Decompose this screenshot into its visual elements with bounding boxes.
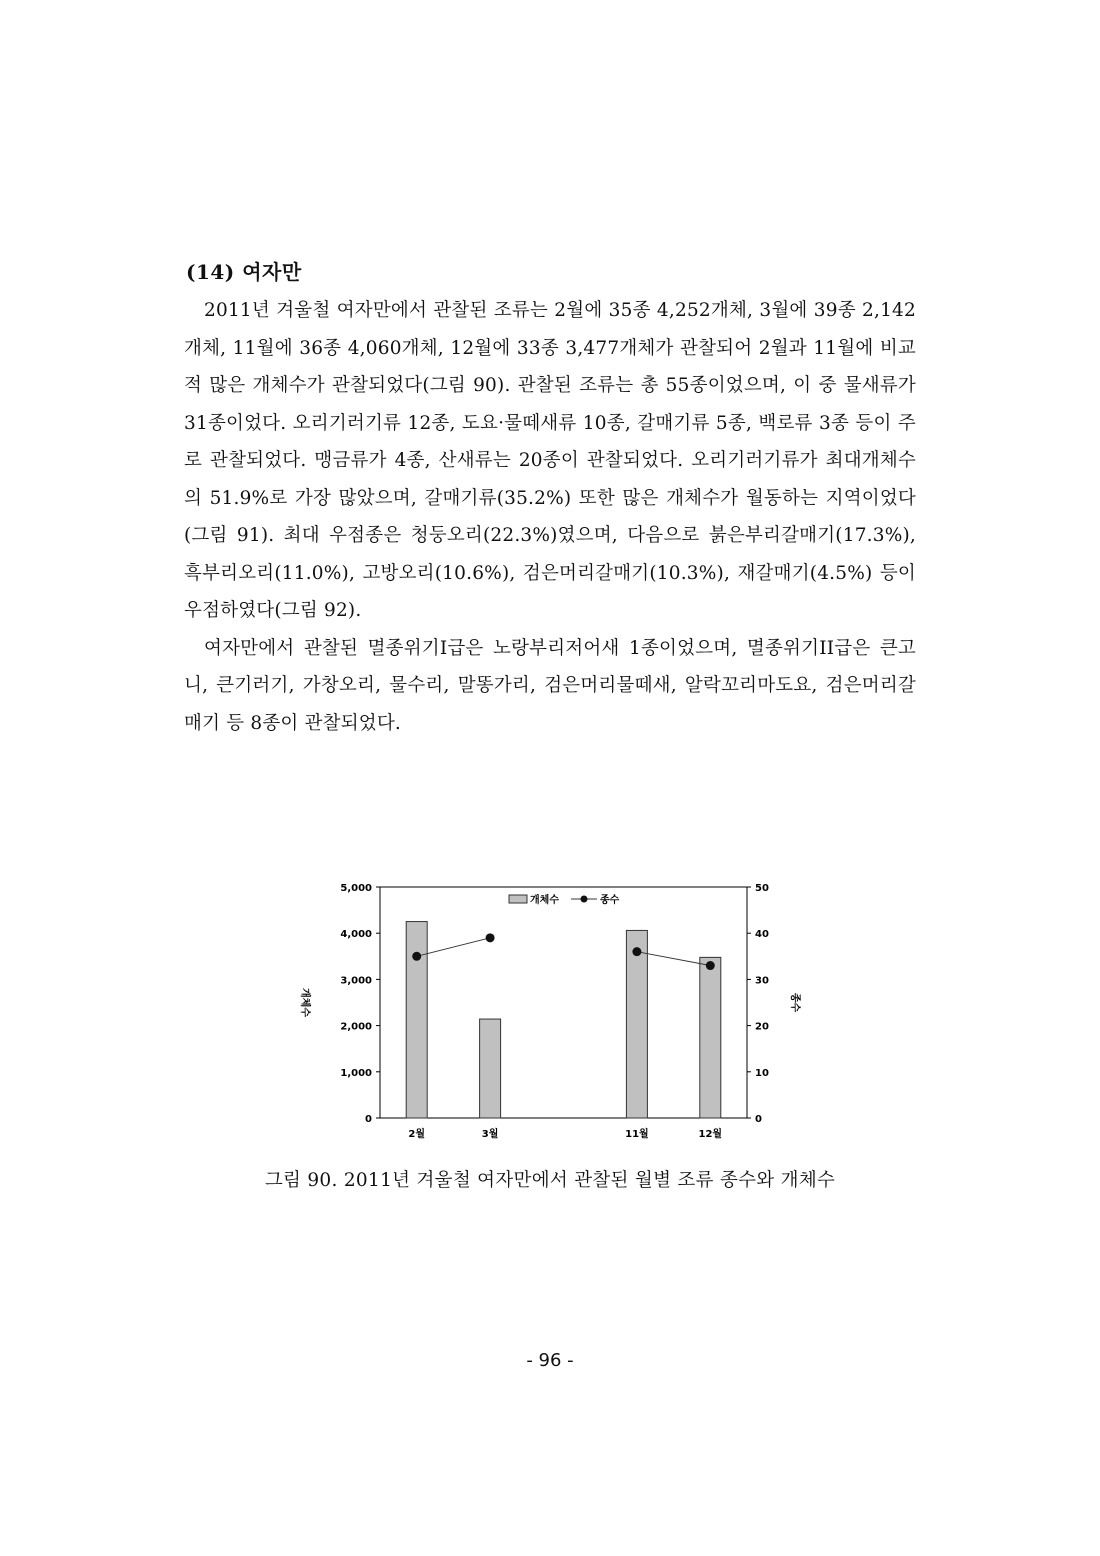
x-tick-label: 11월 (625, 1129, 649, 1140)
y2-tick-label: 20 (755, 1021, 769, 1033)
line-point (632, 947, 641, 956)
y2-axis-title: 종수 (789, 992, 800, 1013)
figure-caption: 그림 90. 2011년 겨울철 여자만에서 관찰된 월별 조류 종수와 개체수 (264, 1170, 836, 1191)
bar (626, 930, 647, 1118)
x-tick-label: 3월 (481, 1129, 499, 1140)
line-point (486, 933, 495, 942)
plot-area (299, 883, 802, 1140)
figure-chart (280, 872, 820, 1162)
paragraph: 여자만에서 관찰된 멸종위기I급은 노랑부리저어새 1종이었으며, 멸종위기II급은 큰고니, 큰기러기, 가창오리, 물수리, 말똥가리, 검은머리물떼새, 알락꼬리마도요, 검은머리갈매기 등 8종이 관찰되었다. (184, 637, 916, 734)
bar (406, 922, 427, 1118)
plot-frame (380, 887, 747, 1118)
page-number: - 96 - (526, 1350, 574, 1371)
series-line-segment (637, 952, 710, 966)
line-point (706, 961, 715, 970)
legend-bar-swatch (509, 895, 527, 903)
bar-line-chart (280, 872, 820, 1162)
y2-tick-label: 40 (755, 929, 769, 941)
y-tick-label: 0 (365, 1114, 372, 1125)
section-heading: (14) 여자만 (186, 260, 302, 284)
bar (480, 1019, 501, 1118)
paragraph: 2011년 겨울철 여자만에서 관찰된 조류는 2월에 35종 4,252개체, 3월에 39종 2,142개체, 11월에 36종 4,060개체, 12월에 33종 3,477개체가 관찰되어 2월과 11월에 비교적 많은 개체수가 관찰되었다(그림 90). 관찰된 조류는 총 55종이었으며, 이 중 물새류가 31종이었다. 오리기러기류 12종, 도요·물떼새류 10종, 갈매기류 5종, 백로류 3종 등이 주로 관찰되었다. 맹금류가 4종, 산새류는 20종이 관찰되었다. 오리기러기류가 최대개체수의 51.9%로 가장 많았으며, 갈매기류(35.2%) 또한 많은 개체수가 월동하는 지역이었다(그림 91). 최대 우점종은 청둥오리(22.3%)였으며, 다음으로 붉은부리갈매기(17.3%), 흑부리오리(11.0%), 고방오리(10.6%), 검은머리갈매기(10.3%), 재갈매기(4.5%) 등이 우점하였다(그림 92). (184, 300, 916, 621)
bar (700, 957, 721, 1118)
body-text (184, 292, 916, 742)
y-tick-label: 4,000 (340, 929, 372, 941)
line-point (412, 952, 421, 961)
y-tick-label: 1,000 (340, 1067, 372, 1079)
y-tick-label: 5,000 (340, 883, 372, 894)
series-line-segment (417, 938, 490, 956)
y2-tick-label: 0 (755, 1114, 762, 1125)
legend-bar-label: 개체수 (530, 895, 559, 906)
x-tick-label: 12월 (698, 1129, 723, 1140)
y-tick-label: 3,000 (340, 975, 372, 987)
y2-tick-label: 50 (755, 883, 769, 894)
y2-tick-label: 10 (755, 1067, 769, 1079)
x-tick-label: 2월 (408, 1129, 426, 1140)
y-tick-label: 2,000 (340, 1021, 372, 1033)
legend-line-marker (581, 896, 588, 903)
y2-tick-label: 30 (755, 975, 769, 987)
legend-line-label: 종수 (600, 895, 620, 906)
y-axis-title: 개체수 (299, 988, 310, 1017)
